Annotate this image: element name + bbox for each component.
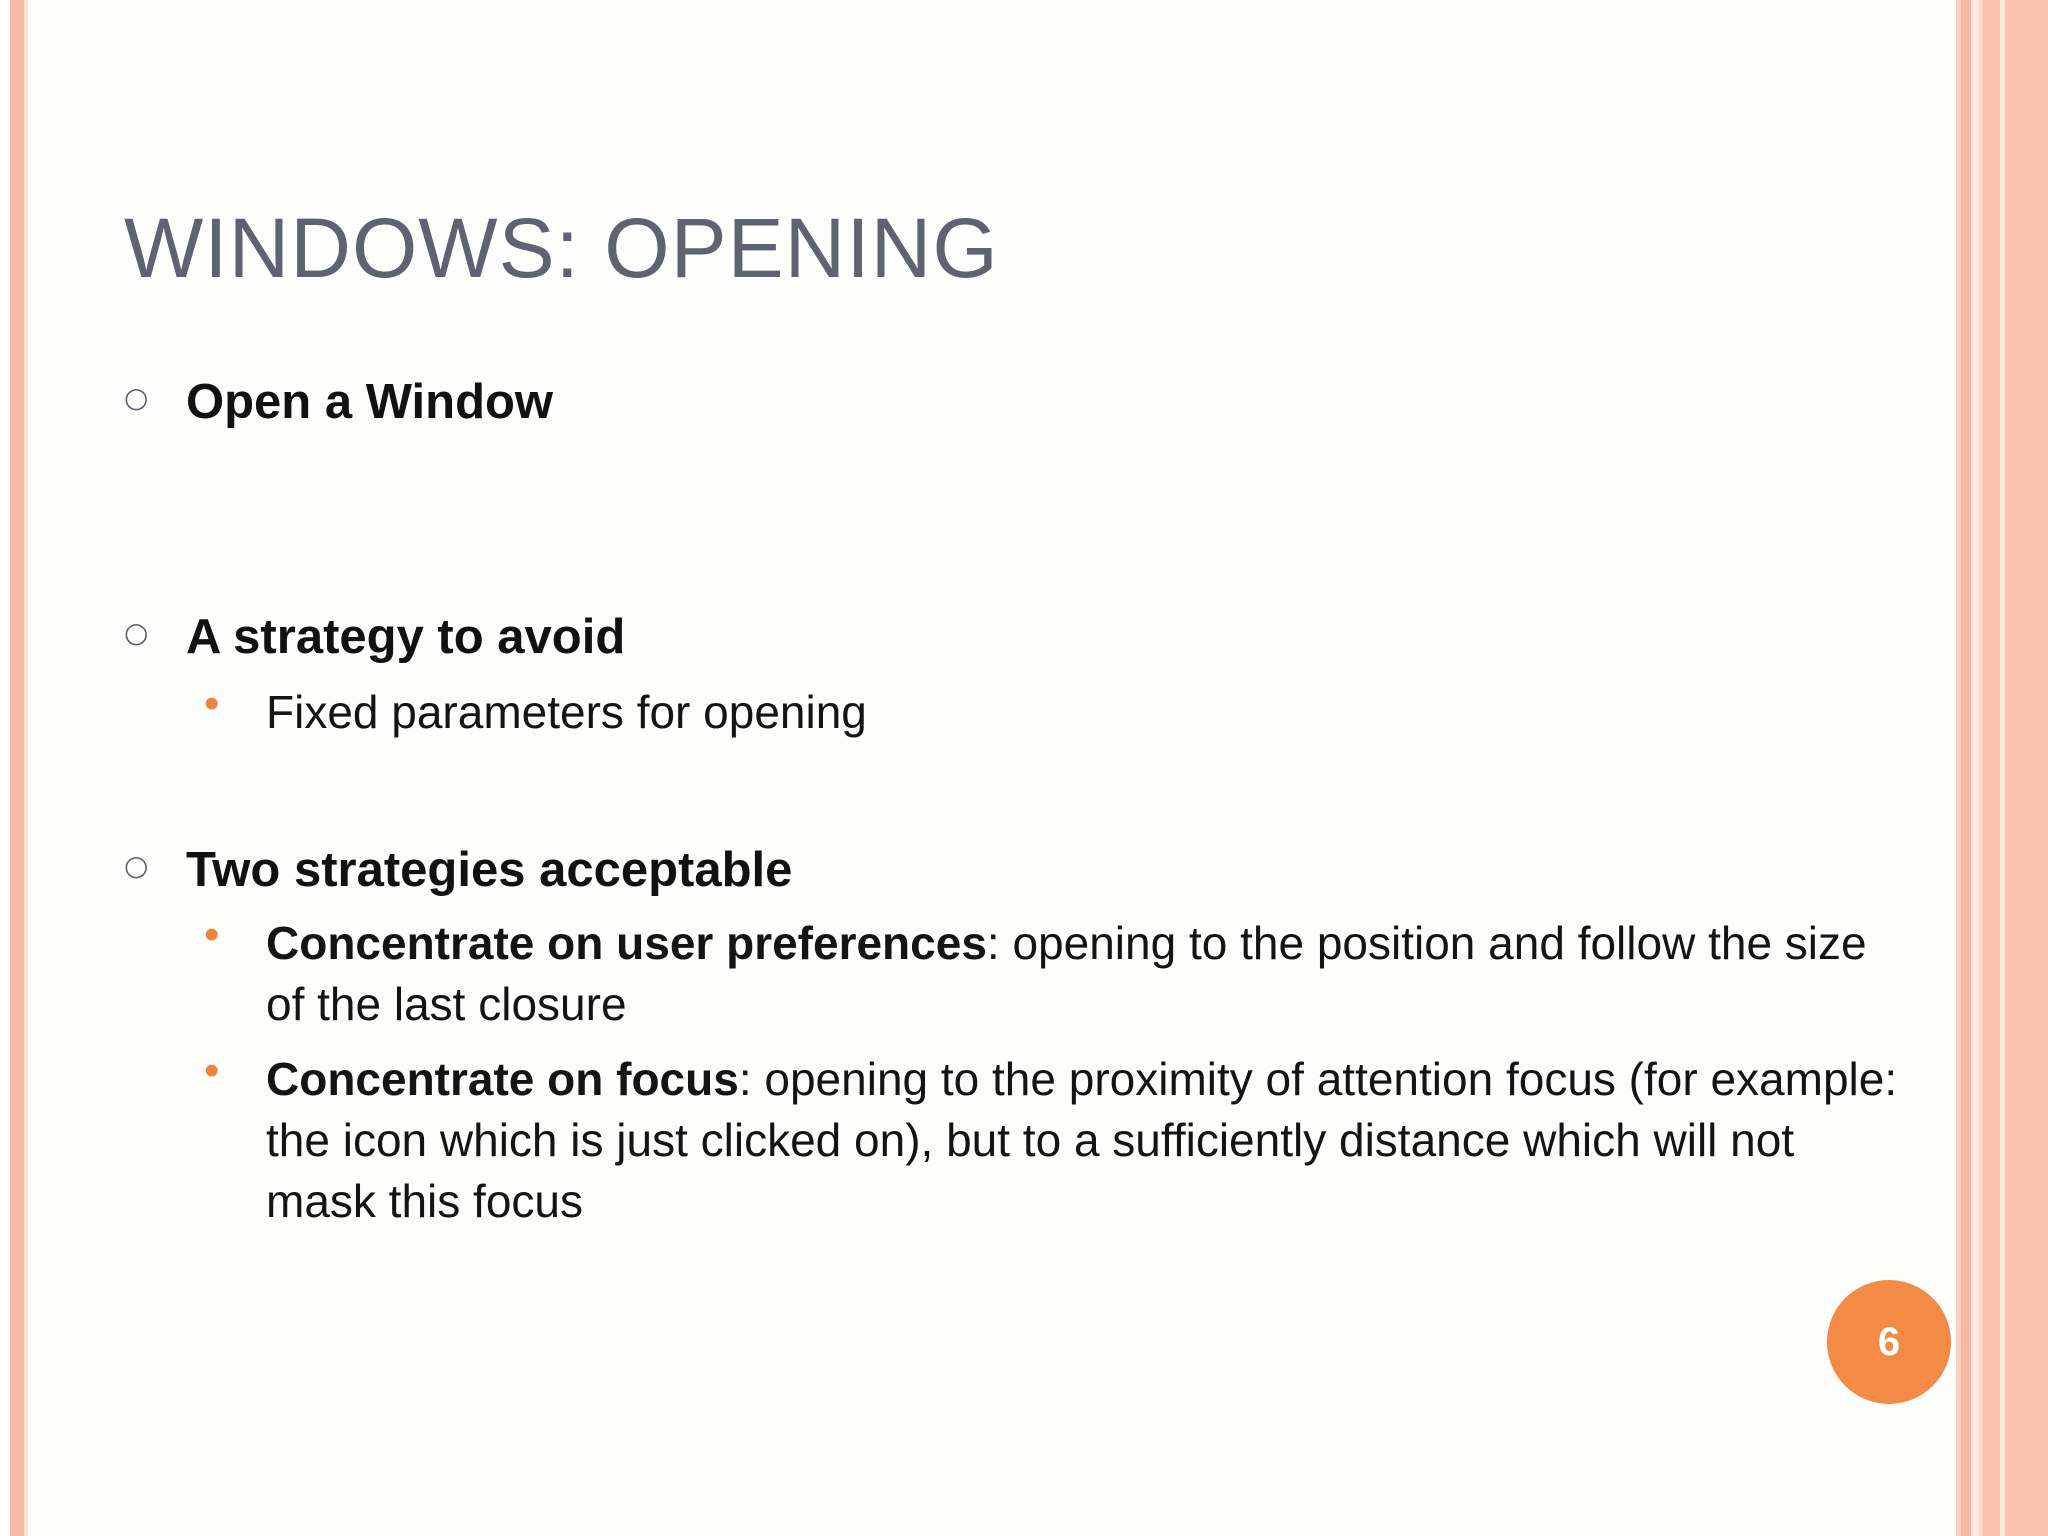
right-border-stripe	[1983, 0, 2000, 1536]
bullet-heading: A strategy to avoid	[186, 610, 626, 664]
page-number-badge: 6	[1827, 1280, 1951, 1404]
dot-bullet-icon: •	[204, 679, 220, 728]
sub-bullet-body: : opening to the proximity of attention focus (for example: the icon which is just clicked on), but to a sufficiently distance which will not mask this focus	[266, 1053, 1898, 1227]
right-border-stripe	[1971, 0, 1979, 1536]
sub-bullet-text	[266, 1049, 1906, 1232]
circle-bullet-icon: ○	[124, 849, 149, 882]
left-border-stripe-light	[24, 0, 28, 1536]
circle-bullet-icon: ○	[124, 616, 149, 649]
bullet-heading: Open a Window	[186, 375, 554, 429]
sub-bullet-bold: Concentrate on focus	[266, 1053, 739, 1105]
sub-bullet-text	[266, 682, 1906, 743]
right-border-stripe	[1961, 0, 1971, 1536]
bullet-heading: Two strategies acceptable	[186, 843, 793, 897]
dot-bullet-icon: •	[204, 1046, 220, 1095]
sub-bullet-text	[266, 913, 1906, 1035]
dot-bullet-icon: •	[204, 910, 220, 959]
sub-bullet-body: Fixed parameters for opening	[266, 686, 867, 738]
sub-bullet-body: : opening to the position and follow the size of the last closure	[266, 917, 1867, 1030]
slide-title: WINDOWS: OPENING	[124, 201, 999, 295]
right-border-stripe	[2005, 0, 2048, 1536]
circle-bullet-icon: ○	[124, 381, 149, 414]
left-border-stripe	[10, 0, 24, 1536]
sub-bullet-bold: Concentrate on user preferences	[266, 917, 987, 969]
